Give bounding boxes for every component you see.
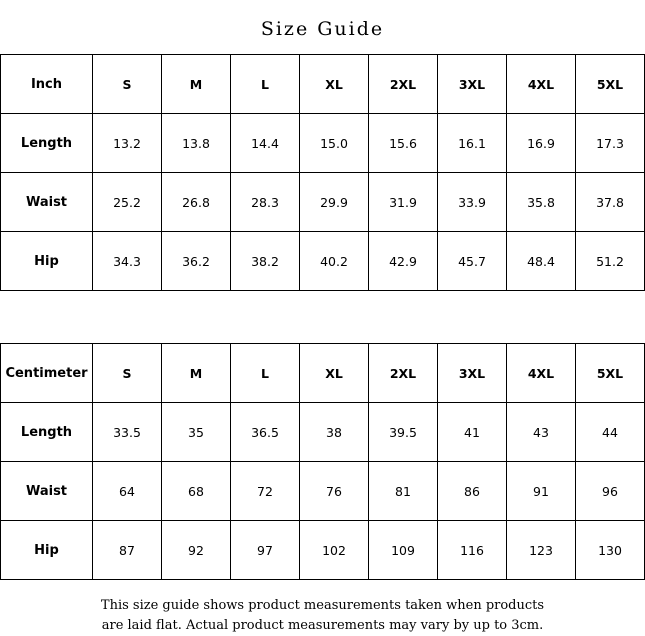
page-title: Size Guide [260,18,385,40]
cell-inch-length-5xl: 17.3 [576,114,645,173]
row-label-length: Length [1,403,93,462]
cell-cm-waist-5xl: 96 [576,462,645,521]
table-row [1,173,645,232]
cell-cm-waist-l: 72 [231,462,300,521]
cell-cm-waist-4xl: 91 [507,462,576,521]
row-label-waist: Waist [1,462,93,521]
cell-cm-length-4xl: 43 [507,403,576,462]
column-header-5xl: 5XL [576,344,645,403]
table-row [1,232,645,291]
column-header-m: M [162,55,231,114]
column-header-2xl: 2XL [369,55,438,114]
column-header-xl: XL [300,344,369,403]
cell-cm-length-2xl: 39.5 [369,403,438,462]
cell-inch-waist-s: 25.2 [93,173,162,232]
centimeter-size-table [0,343,645,580]
column-header-3xl: 3XL [438,55,507,114]
cell-cm-waist-2xl: 81 [369,462,438,521]
cell-cm-hip-2xl: 109 [369,521,438,580]
cell-inch-length-l: 14.4 [231,114,300,173]
cell-cm-hip-3xl: 116 [438,521,507,580]
cell-inch-length-s: 13.2 [93,114,162,173]
footnote-line-2: are laid flat. Actual product measurements may vary by up to 3cm. [101,618,544,633]
cell-inch-waist-l: 28.3 [231,173,300,232]
cell-cm-waist-m: 68 [162,462,231,521]
cell-inch-hip-m: 36.2 [162,232,231,291]
cell-inch-waist-5xl: 37.8 [576,173,645,232]
column-header-s: S [93,344,162,403]
inch-unit-label: Inch [1,55,93,114]
table-header-row [1,55,645,114]
row-label-length: Length [1,114,93,173]
table-row [1,114,645,173]
row-label-hip: Hip [1,521,93,580]
cell-cm-length-l: 36.5 [231,403,300,462]
table-row [1,403,645,462]
cell-inch-waist-3xl: 33.9 [438,173,507,232]
cell-inch-length-xl: 15.0 [300,114,369,173]
cell-cm-waist-3xl: 86 [438,462,507,521]
cell-inch-hip-2xl: 42.9 [369,232,438,291]
cell-inch-hip-xl: 40.2 [300,232,369,291]
centimeter-unit-label: Centimeter [1,344,93,403]
cell-cm-length-5xl: 44 [576,403,645,462]
table-header-row [1,344,645,403]
cell-inch-hip-3xl: 45.7 [438,232,507,291]
column-header-m: M [162,344,231,403]
cell-cm-length-3xl: 41 [438,403,507,462]
cell-cm-hip-m: 92 [162,521,231,580]
cell-cm-hip-s: 87 [93,521,162,580]
cell-inch-waist-m: 26.8 [162,173,231,232]
footnote [0,580,645,636]
table-divider-space [0,291,645,343]
row-label-waist: Waist [1,173,93,232]
cell-cm-length-xl: 38 [300,403,369,462]
cell-inch-waist-xl: 29.9 [300,173,369,232]
column-header-4xl: 4XL [507,55,576,114]
cell-inch-length-2xl: 15.6 [369,114,438,173]
cell-cm-length-m: 35 [162,403,231,462]
footnote-line-1: This size guide shows product measurements taken when products [100,598,545,613]
cell-inch-hip-4xl: 48.4 [507,232,576,291]
cell-cm-waist-s: 64 [93,462,162,521]
cell-inch-length-m: 13.8 [162,114,231,173]
inch-size-table [0,54,645,291]
cell-inch-waist-4xl: 35.8 [507,173,576,232]
column-header-3xl: 3XL [438,344,507,403]
cell-cm-hip-xl: 102 [300,521,369,580]
column-header-l: L [231,55,300,114]
cell-cm-hip-4xl: 123 [507,521,576,580]
cell-cm-length-s: 33.5 [93,403,162,462]
cell-cm-hip-l: 97 [231,521,300,580]
column-header-4xl: 4XL [507,344,576,403]
cell-inch-length-4xl: 16.9 [507,114,576,173]
cell-inch-hip-l: 38.2 [231,232,300,291]
column-header-xl: XL [300,55,369,114]
cell-inch-length-3xl: 16.1 [438,114,507,173]
column-header-5xl: 5XL [576,55,645,114]
cell-cm-waist-xl: 76 [300,462,369,521]
table-row [1,462,645,521]
cell-inch-hip-5xl: 51.2 [576,232,645,291]
row-label-hip: Hip [1,232,93,291]
cell-inch-waist-2xl: 31.9 [369,173,438,232]
column-header-l: L [231,344,300,403]
table-row [1,521,645,580]
cell-inch-hip-s: 34.3 [93,232,162,291]
cell-cm-hip-5xl: 130 [576,521,645,580]
column-header-2xl: 2XL [369,344,438,403]
column-header-s: S [93,55,162,114]
